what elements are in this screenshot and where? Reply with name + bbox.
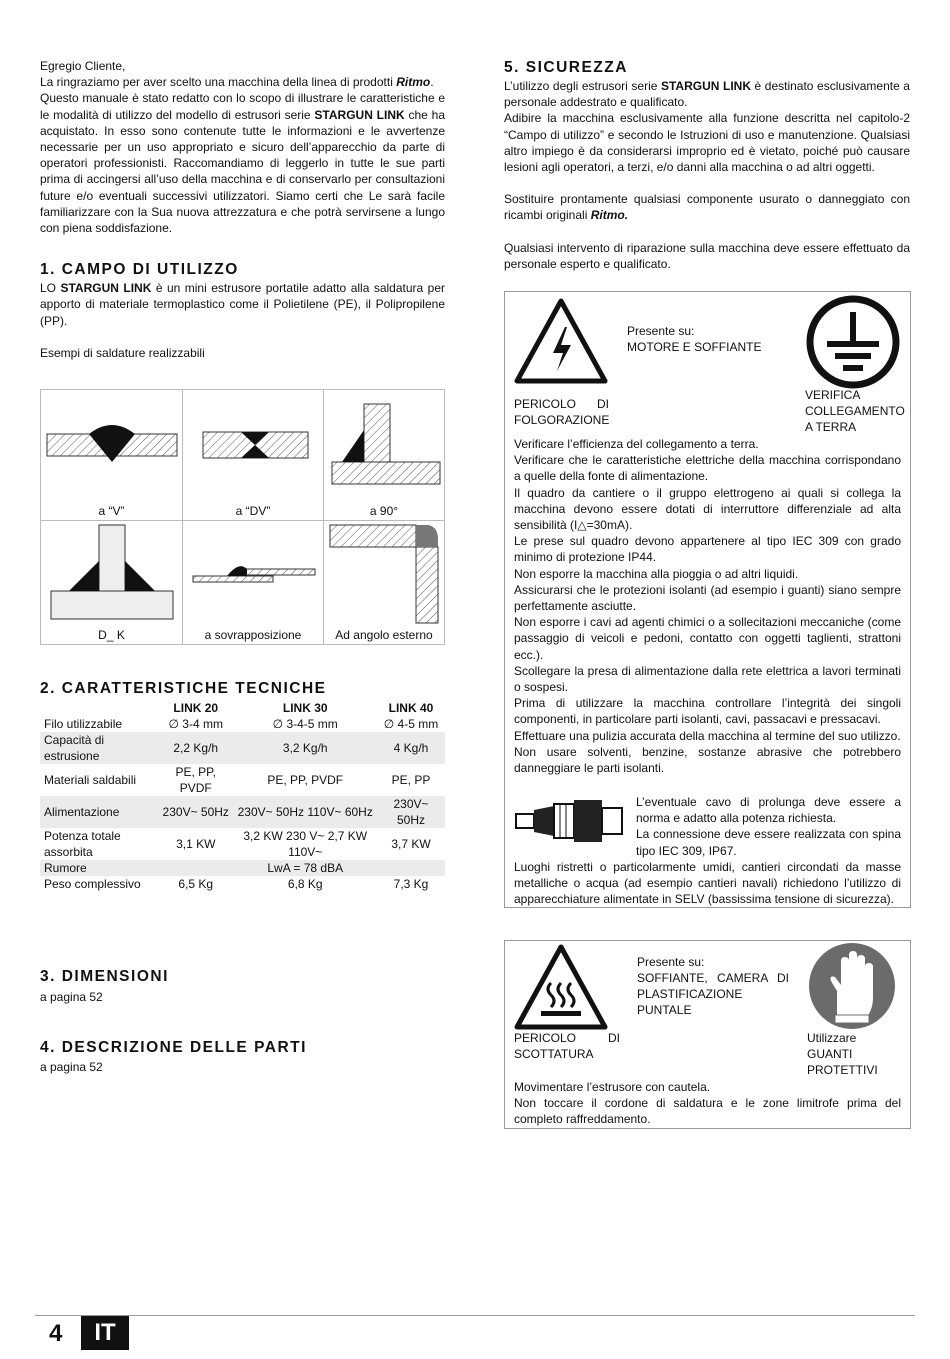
intro-body: Questo manuale è stato redatto con lo scopo di illustrare le caratteristiche e le modalità di utilizzo del modello di estrusori serie STARGUN LINK che ha acquistato. In esso sono contenute tutte le informazioni e le avvertenze necessarie per un uso appropriato e sicuro dell’apparecchio da parte di operatori professionisti. Raccomandiamo di leggerlo in tutte le sue parti prima di accingersi all’uso della macchina e di conservarlo per consultazioni future e/o eventuali successivi utilizzatori. Siamo certi che Le sarà facile familiarizzare con la Sua nuova attrezzatura e che potrà servirsene a lungo con piena soddisfazione.: [40, 91, 445, 236]
weld-examples-grid: [40, 389, 445, 645]
specs-value: 3,1 KW: [176, 837, 216, 851]
hot-surface-icon: [513, 943, 609, 1031]
section-5-title: 5. SICUREZZA: [504, 59, 628, 76]
specs-label: Capacità di estrusione: [40, 732, 158, 764]
weld-caption: a 90°: [369, 504, 399, 518]
specs-table: [40, 700, 445, 892]
ground-icon: [805, 294, 901, 390]
weld-dk-cell: [41, 521, 183, 644]
section-4-text: a pagina 52: [40, 1060, 103, 1074]
safety-p4: Qualsiasi intervento di riparazione sulla macchina deve essere effettuato da personale esperto e qualificato.: [504, 240, 910, 271]
specs-header: LINK 30: [282, 701, 328, 715]
section-3-title: 3. DIMENSIONI: [40, 968, 169, 985]
weld-outer-corner-image: [324, 521, 444, 625]
box2-present-label: Presente su:: [637, 955, 705, 969]
specs-value: 3,2 Kg/h: [234, 732, 377, 764]
specs-row: [40, 732, 445, 764]
weld-caption: a sovrapposizione: [204, 628, 302, 642]
box1-selv-text: Luoghi ristretti o particolarmente umidi, cantieri circondati da masse metalliche o acqua (ad esempio cantieri navali) richiedono l’utilizzo di apparecchiature alimentate in SELV (bassissima tensione di sicurezza).: [514, 860, 901, 907]
weld-caption: D_ K: [98, 628, 125, 642]
weld-caption: a “DV”: [235, 504, 271, 518]
box1-text: Verificare l’efficienza del collegamento a terra. Verificare che le caratteristiche elettriche della macchina corrispondano a quelle della fonte di alimentazione. Il quadro da cantiere o il gruppo elettrogeno ai quali si collega la macchina devono essere dotati di interruttore differenziale ad alta sensibilità (I△=30mA). Le prese sul quadro devono appartenere al tipo IEC 309 con grado minimo di protezione IP44. Non esporre la macchina alla pioggia o ad altri liquidi. Assicurarsi che le protezioni isolanti (ad esempio i guanti) siano sempre perfettamente asciutte. Non esporre i cavi ad agenti chimici o a sollecitazioni meccaniche (come passaggio di veicoli e pedoni, contatto con oggetti taglienti, strattoni ecc.). Scollegare la presa di alimentazione dalla rete elettrica a lavori terminati o sospesi. Prima di utilizzare la macchina controllare l’integrità dei singoli componenti, in particolare parti isolanti, cavi, passacavi e pressacavi. Effettuare una pulizia accurata della macchina al termine del suo utilizzo. Non usare solventi, benzine, sostanze abrasive che potrebbero danneggiare le parti isolanti.: [514, 437, 901, 776]
specs-value: 2,2 Kg/h: [158, 732, 234, 764]
greeting: Egregio Cliente,: [40, 59, 126, 73]
specs-label: Rumore: [40, 860, 158, 876]
safety-p2: Adibire la macchina esclusivamente alla funzione descritta nel capitolo-2 “Campo di utilizzo” e secondo le Istruzioni di uso e manutenzione. Qualsiasi altro impiego è da considerarsi improprio ed è vietato, poiché può causare lesioni agli operatori, a terzi, e/o danni alla macchina o ad altri oggetti.: [504, 111, 910, 175]
specs-value: ∅ 3-4 mm: [168, 717, 223, 731]
box2-left-caption: PERICOLO DI SCOTTATURA: [514, 1031, 620, 1061]
weld-v-image: [41, 390, 183, 500]
box1-present: [627, 323, 761, 355]
box1-present-value: MOTORE E SOFFIANTE: [627, 340, 762, 354]
specs-value: LwA = 78 dBA: [234, 860, 377, 876]
specs-value: 230V~ 50Hz: [158, 796, 234, 828]
box1-right-caption: VERIFICA COLLEGAMENTO A TERRA: [805, 388, 905, 434]
specs-header: LINK 40: [388, 701, 434, 715]
specs-value: [377, 860, 445, 876]
weld-overlap-cell: [183, 521, 324, 644]
specs-label: Potenza totale assorbita: [44, 829, 121, 859]
specs-value: ∅ 3-4-5 mm: [272, 717, 338, 731]
weld-90-cell: [324, 390, 444, 521]
box2-present: [637, 954, 789, 1018]
specs-value: 230V~ 50Hz 110V~ 60Hz: [234, 796, 377, 828]
weld-caption: a “V”: [98, 504, 125, 518]
examples-label: Esempi di saldature realizzabili: [40, 345, 205, 360]
specs-value: PE, PP, PVDF: [175, 765, 216, 795]
section-1-title: 1. CAMPO DI UTILIZZO: [40, 261, 239, 279]
specs-header: LINK 20: [173, 701, 219, 715]
specs-value: 3,2 KW 230 V~ 2,7 KW 110V~: [243, 829, 368, 859]
specs-row: [40, 828, 445, 860]
language-badge: IT: [81, 1316, 129, 1350]
box1-present-label: Presente su:: [627, 324, 695, 338]
specs-value: 3,7 KW: [391, 837, 431, 851]
box2-text: Movimentare l’estrusore con cautela. Non toccare il cordone di saldatura e le zone limitrofe prima del completo raffreddamento.: [514, 1080, 901, 1127]
box1-plug-text: L’eventuale cavo di prolunga deve essere a norma e adatto alla potenza richiesta. La connessione deve essere realizzata con spina tipo IEC 309, IP67.: [636, 795, 901, 858]
specs-value: 6,5 Kg: [178, 877, 214, 891]
electric-hazard-icon: [513, 297, 609, 385]
specs-row: [40, 764, 445, 796]
specs-row: [40, 860, 445, 876]
specs-header-row: [40, 700, 445, 716]
weld-overlap-image: [183, 521, 324, 625]
specs-value: 7,3 Kg: [393, 877, 429, 891]
specs-value: PE, PP, PVDF: [267, 773, 344, 787]
specs-value: 6,8 Kg: [287, 877, 323, 891]
intro-line: La ringraziamo per aver scelto una macchina della linea di prodotti Ritmo.: [40, 75, 434, 90]
weld-dv-cell: [183, 390, 324, 521]
weld-outer-corner-cell: [324, 521, 444, 644]
specs-value: 230V~ 50Hz: [377, 796, 445, 828]
box2-present-value: SOFFIANTE, CAMERA DI PLASTIFICAZIONE PUNTALE: [637, 971, 789, 1017]
specs-value: ∅ 4-5 mm: [383, 717, 439, 731]
specs-label: Materiali saldabili: [44, 773, 137, 787]
specs-label: Peso complessivo: [44, 877, 141, 891]
plug-icon: [514, 798, 626, 844]
right-column: [504, 58, 910, 272]
section-1-text: LO STARGUN LINK è un mini estrusore portatile adatto alla saldatura per apporto di materiale termoplastico come il Polietilene (PE), il Polipropilene (PP).: [40, 281, 445, 328]
specs-value: [158, 860, 234, 876]
specs-value: 4 Kg/h: [377, 732, 445, 764]
burn-hazard-box: [504, 940, 911, 1129]
section-3-text: a pagina 52: [40, 990, 103, 1004]
specs-header: [40, 700, 158, 716]
specs-label: Alimentazione: [40, 796, 158, 828]
safety-p3: Sostituire prontamente qualsiasi componente usurato o danneggiato con ricambi originali Ritmo.: [504, 192, 910, 223]
weld-dk-image: [41, 521, 183, 625]
electric-hazard-box: [504, 291, 911, 908]
specs-row: [40, 876, 445, 892]
weld-caption: Ad angolo esterno: [335, 628, 433, 642]
weld-dv-image: [183, 390, 324, 500]
specs-value: PE, PP: [391, 773, 431, 787]
specs-label: Filo utilizzabile: [44, 717, 123, 731]
specs-row: [40, 716, 445, 732]
gloves-icon: [807, 941, 897, 1031]
safety-p1: L’utilizzo degli estrusori serie STARGUN LINK è destinato esclusivamente a personale addestrato e qualificato.: [504, 79, 910, 110]
weld-90-image: [324, 390, 444, 500]
box1-left-caption: PERICOLO DI FOLGORAZIONE: [514, 397, 610, 427]
section-2-title: 2. CARATTERISTICHE TECNICHE: [40, 680, 327, 697]
box2-right-caption: Utilizzare GUANTI PROTETTIVI: [807, 1031, 878, 1077]
weld-v-cell: [41, 390, 183, 521]
left-column: [40, 58, 445, 361]
section-4-title: 4. DESCRIZIONE DELLE PARTI: [40, 1039, 307, 1056]
specs-row: [40, 796, 445, 828]
footer-divider: [35, 1315, 915, 1316]
page-number: 4: [49, 1320, 63, 1347]
